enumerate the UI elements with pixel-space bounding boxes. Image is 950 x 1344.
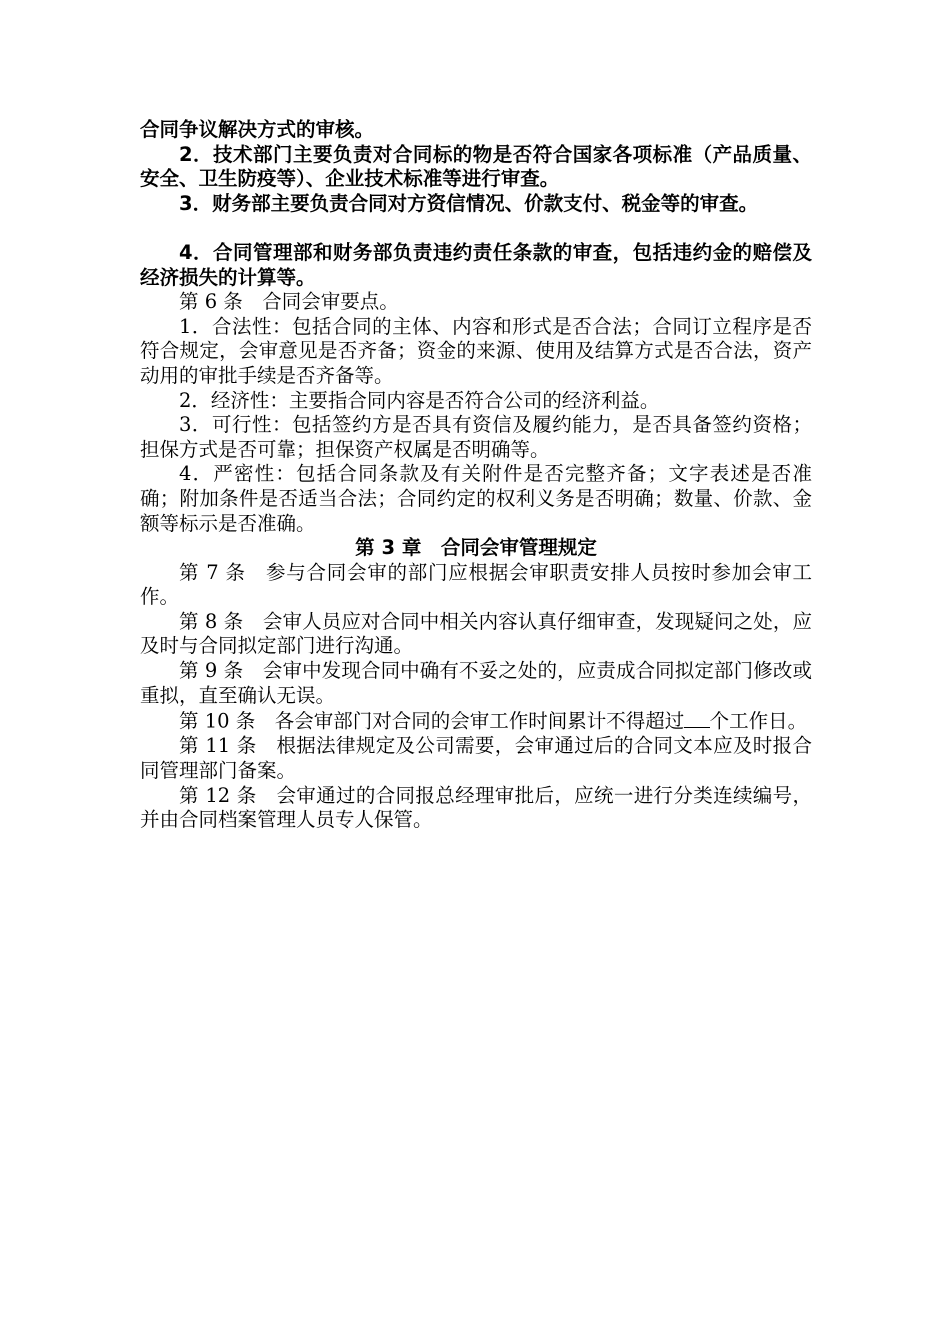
article-6-item-rigor: 4．严密性：包括合同条款及有关附件是否完整齐备；文字表述是否准确；附加条件是否适当合法；合同约定的权利义务是否明确；数量、价款、金额等标示是否准确。 bbox=[140, 462, 812, 535]
chapter-3-title: 第 3 章 合同会审管理规定 bbox=[355, 536, 597, 560]
article-11: 第 11 条 根据法律规定及公司需要，会审通过后的合同文本应及时报合同管理部门备案。 bbox=[140, 734, 812, 782]
paragraph-contract-management: 4．合同管理部和财务部负责违约责任条款的审查，包括违约金的赔偿及经济损失的计算等。 bbox=[140, 240, 812, 289]
article-9: 第 9 条 会审中发现合同中确有不妥之处的，应责成合同拟定部门修改或重拟，直至确认无误。 bbox=[140, 659, 812, 707]
article-12: 第 12 条 会审通过的合同报总经理审批后，应统一进行分类连续编号，并由合同档案管理人员专人保管。 bbox=[140, 783, 812, 832]
article-7: 第 7 条 参与合同会审的部门应根据会审职责安排人员按时参加会审工作。 bbox=[140, 560, 812, 609]
document-page bbox=[140, 118, 812, 833]
article-10 bbox=[140, 708, 812, 734]
article-10-text-after: 个工作日。 bbox=[709, 709, 808, 733]
paragraph-technical-dept: 2．技术部门主要负责对合同标的物是否符合国家各项标准（产品质量、安全、卫生防疫等）、企业技术标准等进行审查。 bbox=[140, 142, 812, 191]
article-10-text-before: 第 10 条 各会审部门对合同的会审工作时间累计不得超过 bbox=[179, 709, 685, 733]
article-6-heading: 第 6 条 合同会审要点。 bbox=[179, 290, 399, 314]
article-6-item-legality: 1．合法性：包括合同的主体、内容和形式是否合法；合同订立程序是否符合规定，会审意见是否齐备；资金的来源、使用及结算方式是否合法，资产动用的审批手续是否齐备等。 bbox=[140, 314, 812, 387]
fill-in-blank bbox=[684, 708, 709, 728]
article-6-item-feasibility: 3．可行性：包括签约方是否具有资信及履约能力，是否具备签约资格；担保方式是否可靠；担保资产权属是否明确等。 bbox=[140, 413, 812, 461]
paragraph-gap bbox=[140, 216, 812, 241]
paragraph-finance-dept: 3．财务部主要负责合同对方资信情况、价款支付、税金等的审查。 bbox=[179, 191, 759, 215]
article-8: 第 8 条 会审人员应对合同中相关内容认真仔细审查，发现疑问之处，应及时与合同拟定部门进行沟通。 bbox=[140, 609, 812, 658]
paragraph-dispute-resolution: 合同争议解决方式的审核。 bbox=[140, 118, 375, 141]
article-6-item-economy: 2．经济性：主要指合同内容是否符合公司的经济利益。 bbox=[179, 388, 660, 412]
